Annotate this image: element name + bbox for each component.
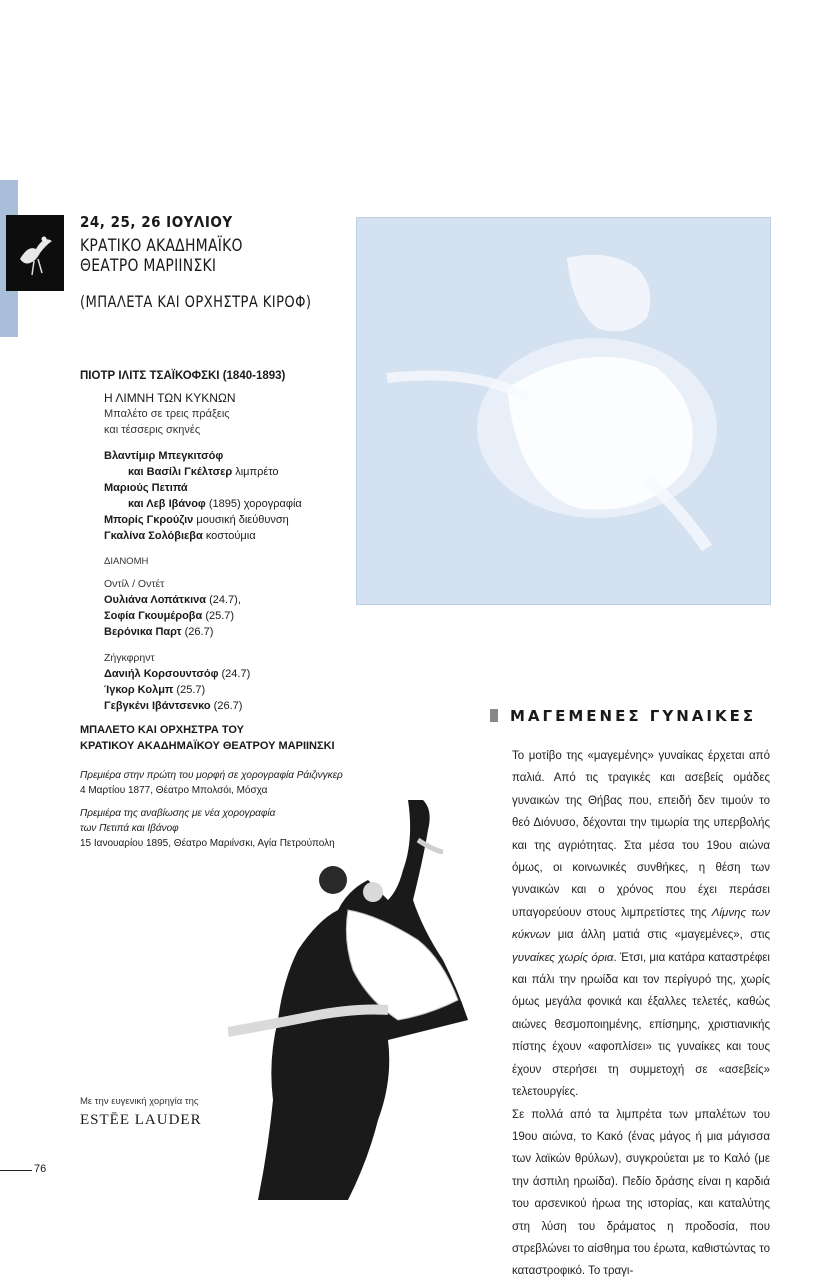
swan-ballerina-photo — [356, 217, 771, 605]
premiere-1-label: Πρεμιέρα στην πρώτη του μορφή σε χορογραφία Ράιζινγκερ — [80, 770, 343, 781]
page-number: 76 — [34, 1163, 47, 1175]
credit-item: Μαριούς Πετιπά — [104, 482, 188, 494]
section-marker-icon — [490, 709, 498, 722]
credit-item: Βλαντίμιρ Μπεγκιτσόφ — [104, 450, 224, 462]
cast-heading: ΔΙΑΝΟΜΗ — [104, 556, 149, 567]
sponsor-logo: ESTĒE LAUDER — [80, 1112, 202, 1128]
cast-item: Δανιήλ Κορσουντσόφ (24.7) — [104, 668, 251, 680]
premiere-1-info: 4 Μαρτίου 1877, Θέατρο Μπολσόι, Μόσχα — [80, 785, 268, 796]
work-description-1: Μπαλέτο σε τρεις πράξεις — [104, 408, 230, 420]
performance-dates: 24, 25, 26 ΙΟΥΛΙΟΥ — [80, 213, 233, 231]
orchestra-line-2: ΚΡΑΤΙΚΟΥ ΑΚΑΔΗΜΑΪΚΟΥ ΘΕΑΤΡΟΥ ΜΑΡΙΙΝΣΚΙ — [80, 740, 335, 752]
theatre-name-line2: ΘΕΑΤΡΟ ΜΑΡΙΙΝΣΚΙ — [80, 256, 217, 276]
theatre-name — [80, 236, 243, 276]
cast-item: Ουλιάνα Λοπάτκινα (24.7), — [104, 594, 241, 606]
credit-item: και Βασίλι Γκέλτσερ λιμπρέτο — [128, 466, 279, 478]
cast-item: Ίγκορ Κολμπ (25.7) — [104, 684, 206, 696]
orchestra-line-1: ΜΠΑΛΕΤΟ ΚΑΙ ΟΡΧΗΣΤΡΑ ΤΟΥ — [80, 724, 244, 736]
premiere-1 — [80, 768, 370, 798]
premiere-2-label-2: των Πετιπά και Ιβάνοφ — [80, 823, 179, 834]
theatre-name-line1: ΚΡΑΤΙΚΟ ΑΚΑΔΗΜΑΪΚΟ — [80, 236, 243, 256]
role-siegfried: Ζήγκφρηντ — [104, 652, 155, 664]
work-description-2: και τέσσερις σκηνές — [104, 424, 201, 436]
program-column — [80, 368, 370, 851]
sponsor-text: Με την ευγενική χορηγία της — [80, 1096, 199, 1107]
article-heading: ΜΑΓΕΜΕΝΕΣ ΓΥΝΑΙΚΕΣ — [490, 707, 756, 725]
role-odile: Οντίλ / Οντέτ — [104, 578, 165, 590]
article-paragraph-1: Το μοτίβο της «μαγεμένης» γυναίκας έρχεται από παλιά. Από τις τραγικές και ασεβείς ομάδες γυναικών της Θήβας που, επειδή δεν τιμούν το θεό Διόνυσο, δέχονται την τιμωρία της υπερβολής και της αγριότητας. Στα μέσα του 19ου αιώνα όμως, οι κοινωνικές συνθήκες, η θέση των γυναικών και ο χρόνος που έχει περάσει υπαγορεύουν στους λιμπρετίστες της Λίμνης των κύκνων μια άλλη ματιά στις «μαγεμένες», στις γυναίκες χωρίς όρια. Έτσι, μια κατάρα καταστρέφει και πάλι την ηρωίδα και τον περίγυρό της, χωρίς όμως μεγάλα φονικά και έξαλλες τελετές, καθώς αιώνες θεσμοποιημένης, επίσημης, χριστιανικής πίστης έχουν «αφοπλίσει» τις γυναίκες και τους έχουν στερήσει τη συμμετοχή σε «ασεβείς» τελετουργίες. — [512, 750, 770, 1099]
composer-name: ΠΙΟΤΡ ΙΛΙΤΣ ΤΣΑΪΚΟΦΣΚΙ (1840-1893) — [80, 370, 286, 382]
cast-item: Γεβγκένι Ιβάντσενκο (26.7) — [104, 700, 243, 712]
credit-item: Μπορίς Γκρούζιν μουσική διεύθυνση — [104, 514, 289, 526]
company-subtitle: (ΜΠΑΛΕΤΑ ΚΑΙ ΟΡΧΗΣΤΡΑ ΚΙΡΟΦ) — [80, 292, 312, 311]
article-body — [512, 745, 770, 1283]
article-paragraph-2: Σε πολλά από τα λιμπρέτα των μπαλέτων του 19ου αιώνα, το Κακό (ένας μάγος ή μια μάγισσα των λαϊκών θρύλων), συγκρούεται με το Καλό (με την άσπιλη ηρωίδα). Πεδίο δράσης είναι η καρδιά του αρσενικού ήρωα της ιστορίας, και καταλύτης στη λύση του δράματος η προδοσία, που στρεβλώνει το αίσθημα του έρωτα, καθιστώντας το καταστροφικό. Το τραγι- — [512, 1108, 770, 1278]
ballet-thumbnail-image — [6, 215, 64, 291]
work-title: Η ΛΙΜΝΗ ΤΩΝ ΚΥΚΝΩΝ — [104, 391, 236, 405]
credit-item: και Λεβ Ιβάνοφ (1895) χορογραφία — [128, 498, 302, 510]
cast-item: Βερόνικα Παρτ (26.7) — [104, 626, 214, 638]
credits-list — [80, 448, 370, 544]
credit-item: Γκαλίνα Σολόβιεβα κοστούμια — [104, 530, 256, 542]
page-number-rule — [0, 1170, 32, 1171]
dancers-photo — [228, 800, 478, 1200]
premiere-2-info: 15 Ιανουαρίου 1895, Θέατρο Μαριίνσκι, Αγία Πετρούπολη — [80, 838, 335, 849]
cast-item: Σοφία Γκουμέροβα (25.7) — [104, 610, 235, 622]
premiere-2-label-1: Πρεμιέρα της αναβίωσης με νέα χορογραφία — [80, 808, 276, 819]
